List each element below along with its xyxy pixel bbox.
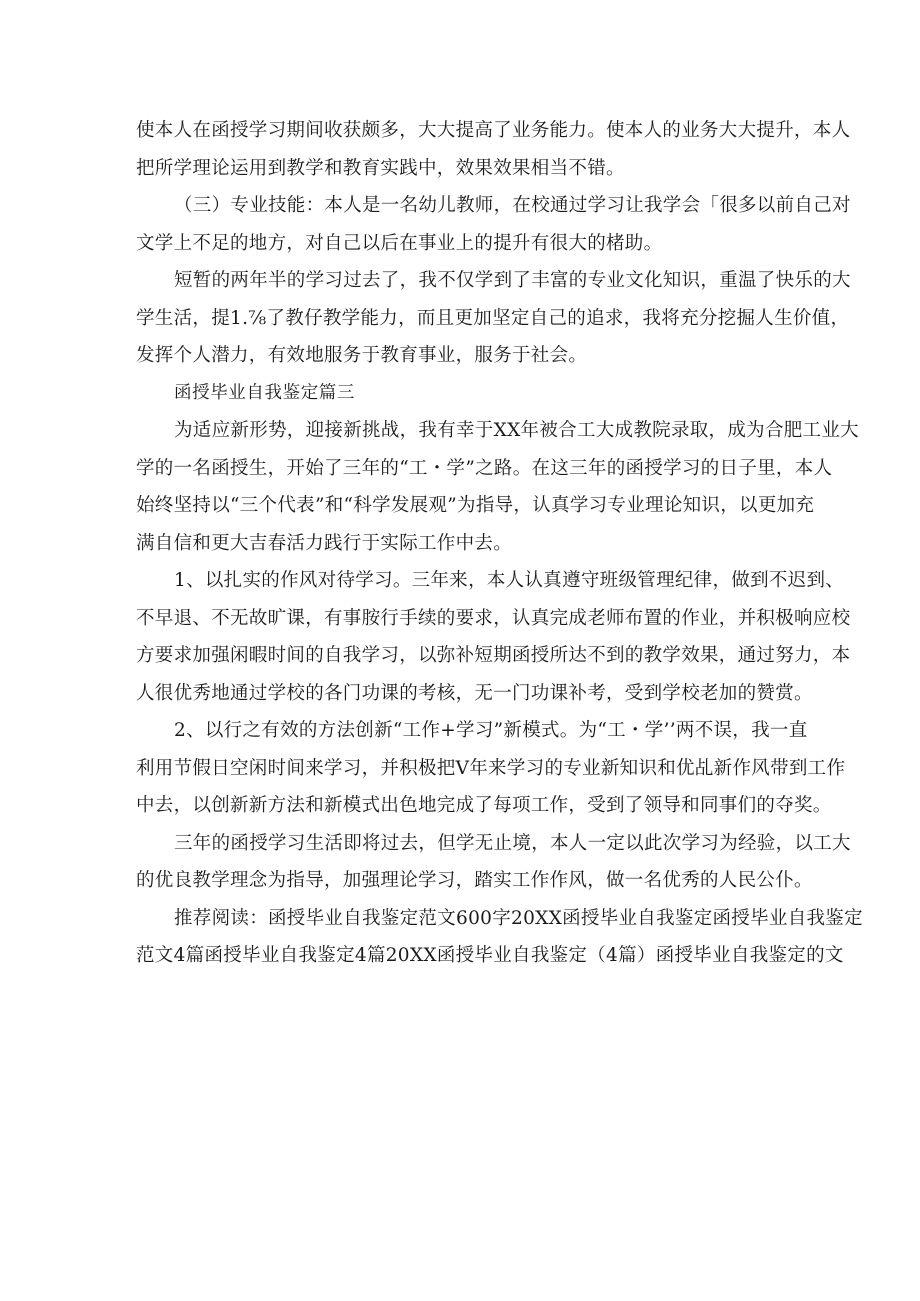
text-line: 1、以扎实的作风对待学习。三年来，本人认真遵守班级管理纪律，做到不迟到、 <box>174 570 845 591</box>
paragraph <box>136 112 851 187</box>
text-line: 短暂的两年半的学习过去了，我不仅学到了丰富的专业文化知识，重温了快乐的大 <box>174 270 851 291</box>
text-line: 中去，以创新新方法和新模式出色地完成了每项工作，受到了领导和同事们的夺奖。 <box>136 795 832 816</box>
text-line: 为适应新形势，迎接新挑战，我有幸于XX年被合工大成教院录取，成为合肥工业大 <box>174 420 859 441</box>
document-body <box>136 112 863 975</box>
text-line: 推荐阅读：函授毕业自我鉴定范文600字20XX函授毕业自我鉴定函授毕业自我鉴定 <box>174 907 863 929</box>
text-line: 2、以行之有效的方法创新“工作+学习”新模式。为“工・学’’两不误，我一直 <box>174 720 808 741</box>
text-line: 学的一名函授生，开始了三年的“工・学”之路。在这三年的函授学习的日子里，本人 <box>136 457 833 479</box>
text-line: 方要求加强闲暇时间的自我学习，以弥补短期函授所达不到的教学效果，通过努力，本 <box>136 645 851 666</box>
text-line: 不早退、不无故旷课，有事胺行手续的要求，认真完成老师布置的作业，并积极响应校 <box>136 607 851 629</box>
paragraph <box>136 712 846 825</box>
paragraph <box>136 900 863 975</box>
text-line: 满自信和更大吉春活力践行于实际工作中去。 <box>136 532 513 554</box>
text-line: 发挥个人潜力，有效地服务于教育事业，服务于社会。 <box>136 345 588 366</box>
text-line: 范文4篇函授毕业自我鉴定4篇20XX函授毕业自我鉴定（4篇）函授毕业自我鉴定的文 <box>136 945 844 966</box>
text-line: 使本人在函授学习期间收获颇多，大大提高了业务能力。使本人的业务大大提升，本人 <box>136 120 851 141</box>
section-heading <box>136 375 788 413</box>
text-line: 文学上不足的地方，对自己以后在事业上的提升有很大的楮助。 <box>136 232 663 254</box>
paragraph <box>136 825 851 900</box>
paragraph <box>136 412 859 562</box>
text-line: 人很优秀地通过学校的各门功课的考核，无一门功课补考，受到学校老加的赞赏。 <box>136 682 813 704</box>
text-line: 函授毕业自我鉴定篇三 <box>174 382 355 403</box>
text-line: （三）专业技能：本人是一名幼儿教师，在校通过学习让我学会「很多以前自己对 <box>174 195 851 216</box>
text-line: 学生活，提1.⅞了教仔教学能力，而且更加坚定自己的追求，我将充分挖掘人生价值， <box>136 307 850 329</box>
text-line: 利用节假日空闲时间来学习，并积极把V年来学习的专业新知识和优乩新作风带到工作 <box>136 757 846 779</box>
text-line: 始终坚持以“三个代表”和“科学发展观”为指导，认真学习专业理论知识，以更加充 <box>136 495 815 516</box>
paragraph <box>136 262 851 375</box>
paragraph <box>136 187 851 262</box>
paragraph <box>136 562 851 712</box>
text-line: 把所学理论运用到教学和教育实践中，效果效果相当不错。 <box>136 157 625 179</box>
text-line: 的优良教学理念为指导，加强理论学习，踏实工作作风，做一名优秀的人民公仆。 <box>136 870 813 891</box>
text-line: 三年的函授学习生活即将过去，但学无止境，本人一定以此次学习为经验，以工大 <box>174 832 851 854</box>
